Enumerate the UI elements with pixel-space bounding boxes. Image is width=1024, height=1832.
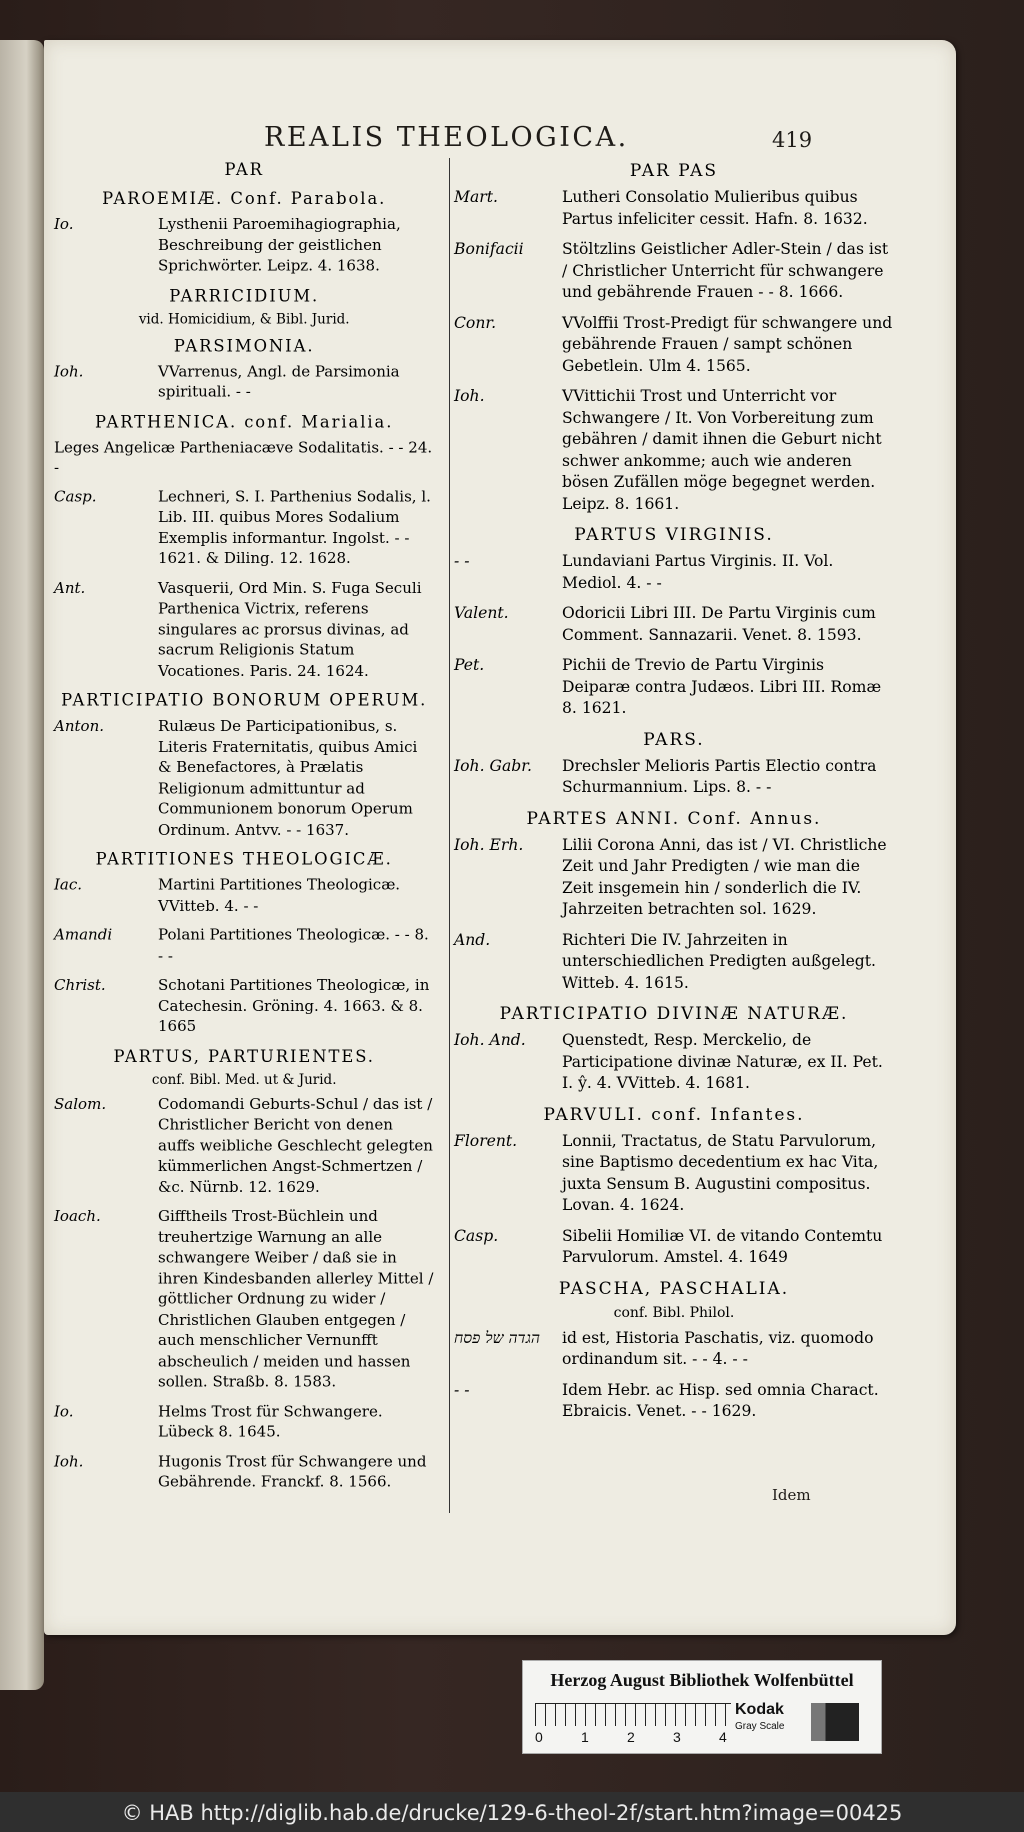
page-number: 419: [772, 128, 813, 152]
author-forename: Ioh. And.: [454, 1031, 526, 1049]
scale-ruler: [535, 1703, 731, 1726]
catalog-entry: [454, 655, 894, 720]
column-divider: [449, 158, 450, 1513]
book-page: [44, 40, 956, 1635]
catalog-entry: Leges Angelicæ Partheniacæve Sodalitatis. - - 24. -: [54, 438, 433, 477]
section-crossref: vid. Homicidium, & Bibl. Jurid.: [138, 311, 350, 327]
footer-bar: [0, 1792, 1024, 1832]
author-forename: Pet.: [454, 656, 485, 674]
catalog-entry: [54, 1452, 434, 1493]
catalog-entry: [454, 187, 894, 230]
catalog-entry: [454, 313, 894, 378]
entry-text: Sibelii Homiliæ VI. de vitando Contemtu Parvulorum. Amstel. 4. 1649: [562, 1226, 883, 1266]
running-head: REALIS THEOLOGICA.: [264, 122, 629, 153]
right-column: [454, 152, 894, 1432]
catalog-entry: [454, 239, 894, 304]
entry-text: VVarrenus, Angl. de Parsimonia spirituali. - -: [158, 362, 400, 401]
catalog-entry: [54, 1401, 434, 1442]
gray-scale-label: Gray Scale: [735, 1721, 785, 1732]
entry-text: Idem Hebr. ac Hisp. sed omnia Charact. Ebraicis. Venet. - - 1629.: [562, 1380, 879, 1420]
author-forename: Ioh.: [54, 1452, 84, 1470]
catalog-entry: [54, 578, 434, 682]
author-forename: Salom.: [54, 1095, 107, 1113]
entry-text: Polani Partitiones Theologicæ. - - 8. - -: [158, 926, 429, 965]
entry-text: Schotani Partitiones Theologicæ, in Catechesin. Gröning. 4. 1663. & 8. 1665: [158, 976, 430, 1036]
catalog-entry: [54, 361, 434, 402]
entry-text: Lundaviani Partus Virginis. II. Vol. Mediol. 4. - -: [562, 552, 834, 592]
entry-text: Vasquerii, Ord Min. S. Fuga Seculi Parthenica Victrix, referens singulares ac prorsus divinas, ad sacrum Religionis Statum Vocationes. Paris. 24. 1624.: [158, 579, 422, 680]
section-heading: PAR PAS: [629, 161, 719, 181]
catalog-entry: [54, 487, 434, 570]
catalog-entry: [54, 975, 434, 1037]
catalog-entry: [454, 1380, 894, 1423]
entry-text: Lonnii, Tractatus, de Statu Parvulorum, sine Baptismo decedentium ex hac Vita, juxta Sensum B. Augustini compositus. Lovan. 4. 1624.: [562, 1131, 879, 1214]
entry-text: id est, Historia Paschatis, viz. quomodo ordinandum sit. - - 4. - -: [562, 1328, 874, 1368]
entry-text: Gifftheils Trost-Büchlein und treuhertzige Warnung an alle schwangere Weiber / daß sie in ihren Kindesbanden allerley Mittel / göttlicher Ordnung zu wider / Christlichen Glauben entgegen / auch menschlicher Vernunfft abscheulich / meiden und hassen sollen. Straßb. 8. 1583.: [158, 1207, 434, 1391]
catalog-entry: [454, 551, 894, 594]
author-forename: Conr.: [454, 313, 497, 332]
author-forename: Ioh.: [54, 362, 84, 380]
section-heading: PARTITIONES THEOLOGICÆ.: [95, 850, 393, 870]
catalog-entry: [454, 756, 894, 799]
author-forename: Casp.: [454, 1226, 499, 1245]
section-heading: PARRICIDIUM.: [169, 286, 320, 306]
catalog-entry: [454, 603, 894, 646]
catalog-entry: [54, 1206, 434, 1392]
author-forename: Florent.: [454, 1131, 518, 1150]
author-forename: Io.: [54, 215, 74, 233]
author-forename: Casp.: [54, 487, 97, 505]
left-column: [54, 152, 434, 1502]
author-forename: Mart.: [454, 188, 498, 206]
catchword: Idem: [772, 1486, 811, 1504]
catalog-entry: [454, 1030, 894, 1095]
author-forename: Bonifacii: [454, 240, 524, 258]
entry-text: Lysthenii Paroemihagiographia, Beschreibung der geistlichen Sprichwörter. Leipz. 4. 1638.: [158, 215, 401, 275]
entry-text: Quenstedt, Resp. Merckelio, de Participatione divinæ Naturæ, ex II. Pet. I. ŷ. 4. VVitteb. 4. 1681.: [562, 1031, 883, 1092]
kodak-logo: Kodak: [735, 1701, 784, 1718]
section-heading: PAROEMIÆ. Conf. Parabola.: [102, 189, 387, 209]
author-forename: And.: [454, 930, 491, 949]
catalog-entry: [54, 716, 434, 840]
section-heading: PASCHA, PASCHALIA.: [558, 1278, 790, 1299]
author-forename: Valent.: [454, 604, 509, 622]
author-forename: Iac.: [54, 876, 83, 894]
section-heading: PARS.: [643, 729, 705, 750]
entry-text: Stöltzlins Geistlicher Adler-Stein / das ist / Christlicher Unterricht für schwangere und gebährende Frauen - - 8. 1666.: [562, 240, 889, 301]
catalog-entry: [454, 930, 894, 995]
author-forename: Anton.: [54, 717, 105, 735]
entry-text: VVolffii Trost-Predigt für schwangere und gebährende Frauen / sampt schönen Gebetlein. Ulm 4. 1565.: [562, 313, 893, 375]
catalog-entry: [454, 386, 894, 515]
entry-text: Pichii de Trevio de Partu Virginis Deiparæ contra Judæos. Libri III. Romæ 8. 1621.: [562, 656, 882, 717]
entry-text: Lutheri Consolatio Mulieribus quibus Partus infeliciter cessit. Hafn. 8. 1632.: [562, 188, 868, 228]
entry-text: Odoricii Libri III. De Partu Virginis cum Comment. Sannazarii. Venet. 8. 1593.: [562, 604, 876, 644]
section-heading: PARSIMONIA.: [173, 336, 315, 356]
entry-text: Rulæus De Participationibus, s. Literis Fraternitatis, quibus Amici & Benefactores, à Prælatis Religionum admittuntur ad Communionem bonorum Operum Ordinum. Antvv. - - 1637.: [158, 717, 418, 839]
section-heading: PAR: [224, 160, 264, 180]
section-heading: PARTES ANNI. Conf. Annus.: [526, 808, 822, 829]
previous-page-edge: [0, 40, 44, 1690]
entry-text: Richteri Die IV. Jahrzeiten in unterschiedlichen Predigten außgelegt. Witteb. 4. 1615.: [562, 930, 876, 992]
target-title: Herzog August Bibliothek Wolfenbüttel: [550, 1670, 854, 1690]
gray-patch: [811, 1703, 859, 1741]
author-forename: Amandi: [54, 926, 113, 944]
color-target-card: [522, 1660, 882, 1754]
author-forename: Ioach.: [54, 1207, 101, 1225]
entry-text: Drechsler Melioris Partis Electio contra Schurmannium. Lips. 8. - -: [562, 756, 877, 796]
author-forename: Ioh. Gabr.: [454, 756, 532, 775]
entry-text: VVittichii Trost und Unterricht vor Schwangere / It. Von Vorbereitung zum gebähren / damit ihnen die Geburt nicht schwer ankomme; auch wie anderen bösen Zufällen möge begegnet werden. Leipz. 8. 1661.: [562, 387, 882, 513]
footer-credit-link[interactable]: © HAB http://diglib.hab.de/drucke/129-6-theol-2f/start.htm?image=00425: [121, 1801, 903, 1825]
entry-text: Helms Trost für Schwangere. Lübeck 8. 1645.: [158, 1402, 383, 1441]
catalog-entry: [54, 875, 434, 916]
author-forename: הגדה של פסח: [454, 1328, 540, 1347]
entry-text: Martini Partitiones Theologicæ. VVitteb. 4. - -: [158, 876, 401, 915]
catalog-entry: [54, 925, 434, 966]
catalog-entry: [54, 215, 434, 277]
author-forename: Io.: [54, 1402, 74, 1420]
section-heading: PARVULI. conf. Infantes.: [543, 1104, 805, 1125]
catalog-entry: [454, 1328, 894, 1371]
section-heading: PARTUS, PARTURIENTES.: [113, 1047, 375, 1067]
catalog-entry: [454, 1226, 894, 1269]
ruler-number: 2: [627, 1729, 635, 1745]
entry-text: Lilii Corona Anni, das ist / VI. Christliche Zeit und Jahr Predigten / wie man die Zeit insgemein hin / sonderlich die IV. Jahrzeiten betrachten sol. 1629.: [562, 835, 887, 918]
catalog-entry: [454, 835, 894, 921]
section-crossref: conf. Bibl. Philol.: [613, 1304, 735, 1321]
entry-text: Hugonis Trost für Schwangere und Gebährende. Franckf. 8. 1566.: [158, 1452, 427, 1491]
section-heading: PARTHENICA. conf. Marialia.: [95, 412, 394, 432]
ruler-number: 3: [673, 1729, 681, 1745]
section-crossref: conf. Bibl. Med. ut & Jurid.: [151, 1072, 337, 1088]
entry-text: Codomandi Geburts-Schul / das ist / Christlicher Bericht von denen auffs weibliche Geschlecht gelegten kümmerlichen Angst-Schmertzen / &c. Nürnb. 12. 1629.: [158, 1095, 433, 1196]
author-forename: Ioh.: [454, 387, 485, 405]
catalog-entry: [454, 1131, 894, 1217]
section-heading: PARTICIPATIO BONORUM OPERUM.: [61, 691, 428, 711]
section-heading: PARTICIPATIO DIVINÆ NATURÆ.: [499, 1004, 849, 1024]
author-forename: Christ.: [54, 976, 106, 994]
ruler-number: 4: [719, 1729, 727, 1745]
entry-text: Lechneri, S. I. Parthenius Sodalis, l. Lib. III. quibus Mores Sodalium Exemplis informantur. Ingolst. - - 1621. & Diling. 12. 1628.: [158, 487, 431, 568]
ruler-number: 0: [535, 1729, 543, 1745]
author-forename: Ant.: [54, 579, 86, 597]
author-forename: Ioh. Erh.: [454, 835, 524, 854]
section-heading: PARTUS VIRGINIS.: [574, 525, 774, 545]
catalog-entry: [54, 1094, 434, 1198]
ruler-number: 1: [581, 1729, 589, 1745]
author-forename: - -: [454, 552, 470, 570]
author-forename: - -: [454, 1380, 470, 1399]
